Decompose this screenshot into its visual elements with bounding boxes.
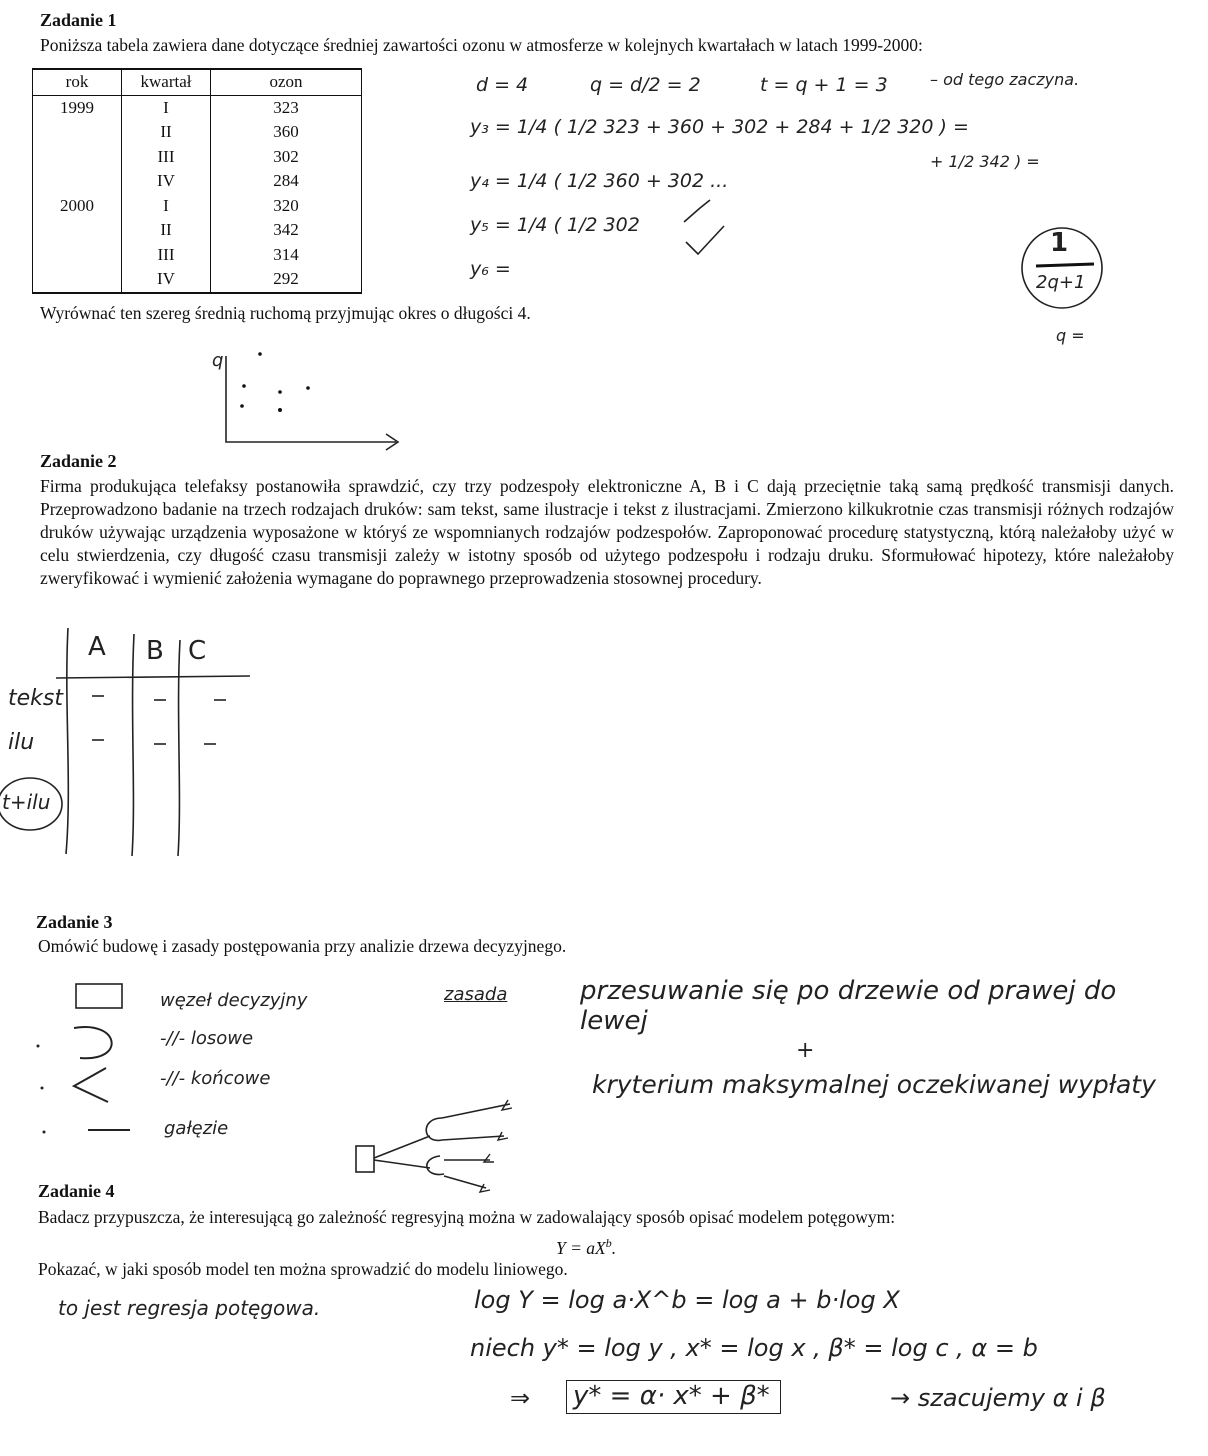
cell-quarter: I [122, 95, 211, 120]
col-header-ozone: ozon [211, 69, 362, 95]
ozone-table-body [33, 95, 362, 293]
note-y3-tail: + 1/2 342 ) = [930, 152, 1040, 171]
cell-ozone: 302 [211, 145, 362, 170]
table-row [33, 218, 362, 243]
legend-end-node: -//- końcowe [160, 1068, 271, 1089]
rule-label: zasada [444, 984, 508, 1005]
task2-heading: Zadanie 2 [40, 451, 117, 471]
cell-ozone: 342 [211, 218, 362, 243]
task3-heading: Zadanie 3 [36, 912, 113, 932]
cell-quarter: III [122, 243, 211, 268]
task3-text: Omówić budowę i zasady postępowania przy analizie drzewa decyzyjnego. [38, 936, 567, 956]
cell-ozone: 320 [211, 194, 362, 219]
note-y4: y₄ = 1/4 ( 1/2 360 + 302 ... [470, 170, 729, 192]
sketch-anova-grid [0, 624, 260, 860]
note-linear-model-box: y* = α· x* + β* [566, 1380, 781, 1414]
cell-year [33, 120, 122, 145]
note-q: q = d/2 = 2 [590, 74, 701, 96]
grid-row-text: tekst [8, 686, 63, 711]
task1-intro: Poniższa tabela zawiera dane dotyczące średniej zawartości ozonu w atmosferze w kolejnych kwartałach w latach 1999-2000: [40, 35, 923, 55]
circled-fraction-top: 1 [1050, 228, 1069, 258]
cell-year [33, 243, 122, 268]
grid-row-text-illustrations: t+ilu [2, 790, 51, 814]
cell-year [33, 145, 122, 170]
cell-year [33, 169, 122, 194]
table-row [33, 145, 362, 170]
note-start-comment: – od tego zaczyna. [930, 70, 1080, 89]
circled-fraction-bottom: 2q+1 [1036, 272, 1086, 293]
sketch-decision-tree [350, 1096, 520, 1196]
table-row [33, 120, 362, 145]
cell-quarter: II [122, 218, 211, 243]
col-header-quarter: kwartał [122, 69, 211, 95]
table-row [33, 169, 362, 194]
task4-text: Badacz przypuszcza, że interesującą go zależność regresyjną można w zadowalający sposób opisać modelem potęgowym: [38, 1207, 896, 1227]
formula-end: . [611, 1237, 617, 1258]
task4-formula [556, 1232, 616, 1260]
rule-plus: + [796, 1038, 815, 1063]
table-row [33, 194, 362, 219]
cell-ozone: 284 [211, 169, 362, 194]
cell-quarter: II [122, 120, 211, 145]
note-substitution: niech y* = log y , x* = log x , β* = log c , α = b [470, 1334, 1038, 1362]
formula-exponent: b [605, 1236, 612, 1250]
task1-heading: Zadanie 1 [40, 10, 117, 30]
grid-col-a: A [88, 632, 106, 662]
grid-row-illustrations: ilu [8, 730, 35, 755]
formula-body: Y = aX [556, 1237, 606, 1258]
col-header-year: rok [33, 69, 122, 95]
note-y3: y₃ = 1/4 ( 1/2 323 + 360 + 302 + 284 + 1/2 320 ) = [470, 116, 969, 138]
cell-ozone: 314 [211, 243, 362, 268]
sketch-axis-label: q [212, 350, 224, 371]
task4-heading: Zadanie 4 [38, 1181, 115, 1201]
note-y5: y₅ = 1/4 ( 1/2 302 [470, 214, 640, 236]
ozone-table [32, 68, 362, 294]
note-y6: y₆ = [470, 258, 511, 280]
note-estimation: → szacujemy α i β [890, 1384, 1106, 1412]
table-row [33, 95, 362, 120]
cell-quarter: IV [122, 267, 211, 293]
task4-question: Pokazać, w jaki sposób model ten można sprowadzić do modelu liniowego. [38, 1259, 568, 1279]
cell-ozone: 292 [211, 267, 362, 293]
note-q-label: q = [1056, 326, 1085, 345]
cell-year [33, 218, 122, 243]
cell-quarter: IV [122, 169, 211, 194]
note-power-regression: to jest regresja potęgowa. [58, 1296, 321, 1320]
rule-1: przesuwanie się po drzewie od prawej do lewej [580, 976, 1117, 1036]
legend-decision-node: węzeł decyzyjny [160, 990, 308, 1011]
legend-branches: gałęzie [164, 1118, 229, 1139]
cell-ozone: 323 [211, 95, 362, 120]
decision-tree-legend-symbols [30, 976, 160, 1146]
table-row [33, 267, 362, 293]
note-t: t = q + 1 = 3 [760, 74, 888, 96]
check-marks [680, 196, 740, 266]
legend-chance-node: -//- losowe [160, 1028, 254, 1049]
table-header-row [33, 69, 362, 95]
note-implies-arrow: ⇒ [510, 1384, 531, 1412]
note-d: d = 4 [476, 74, 529, 96]
grid-col-b: B [146, 636, 164, 666]
table-row [33, 243, 362, 268]
note-log-transform: log Y = log a·X^b = log a + b·log X [474, 1286, 900, 1314]
task1-instruction: Wyrównać ten szereg średnią ruchomą przyjmując okres o długości 4. [40, 303, 531, 323]
sketch-scatter-plot [200, 346, 410, 456]
cell-year: 2000 [33, 194, 122, 219]
cell-quarter: III [122, 145, 211, 170]
task2-text: Firma produkująca telefaksy postanowiła sprawdzić, czy trzy podzespoły elektroniczne A, B i C dają przeciętnie taką samą prędkość transmisji danych. Przeprowadzono badanie na trzech rodzajach druków: sam tekst, same ilustracje i tekst z ilustracjami. Zmierzono kilkukrotnie czas transmisji różnych rodzajów druków używając urządzenia wyposażone w któryś ze wspomnianych rodzajów podzespołów. Zaproponować procedurę statystyczną, którą należałoby użyć w celu stwierdzenia, czy długość czasu transmisji zależy w istotny sposób od użytego podzespołu i rodzaju druku. Sformułować hipotezy, które należałoby zweryfikować i wymienić założenia wymagane do poprawnego przeprowadzenia stosownej procedury. [40, 476, 1174, 588]
cell-quarter: I [122, 194, 211, 219]
cell-ozone: 360 [211, 120, 362, 145]
cell-year: 1999 [33, 95, 122, 120]
rule-2: kryterium maksymalnej oczekiwanej wypłaty [592, 1070, 1156, 1099]
cell-year [33, 267, 122, 293]
grid-col-c: C [188, 636, 207, 666]
